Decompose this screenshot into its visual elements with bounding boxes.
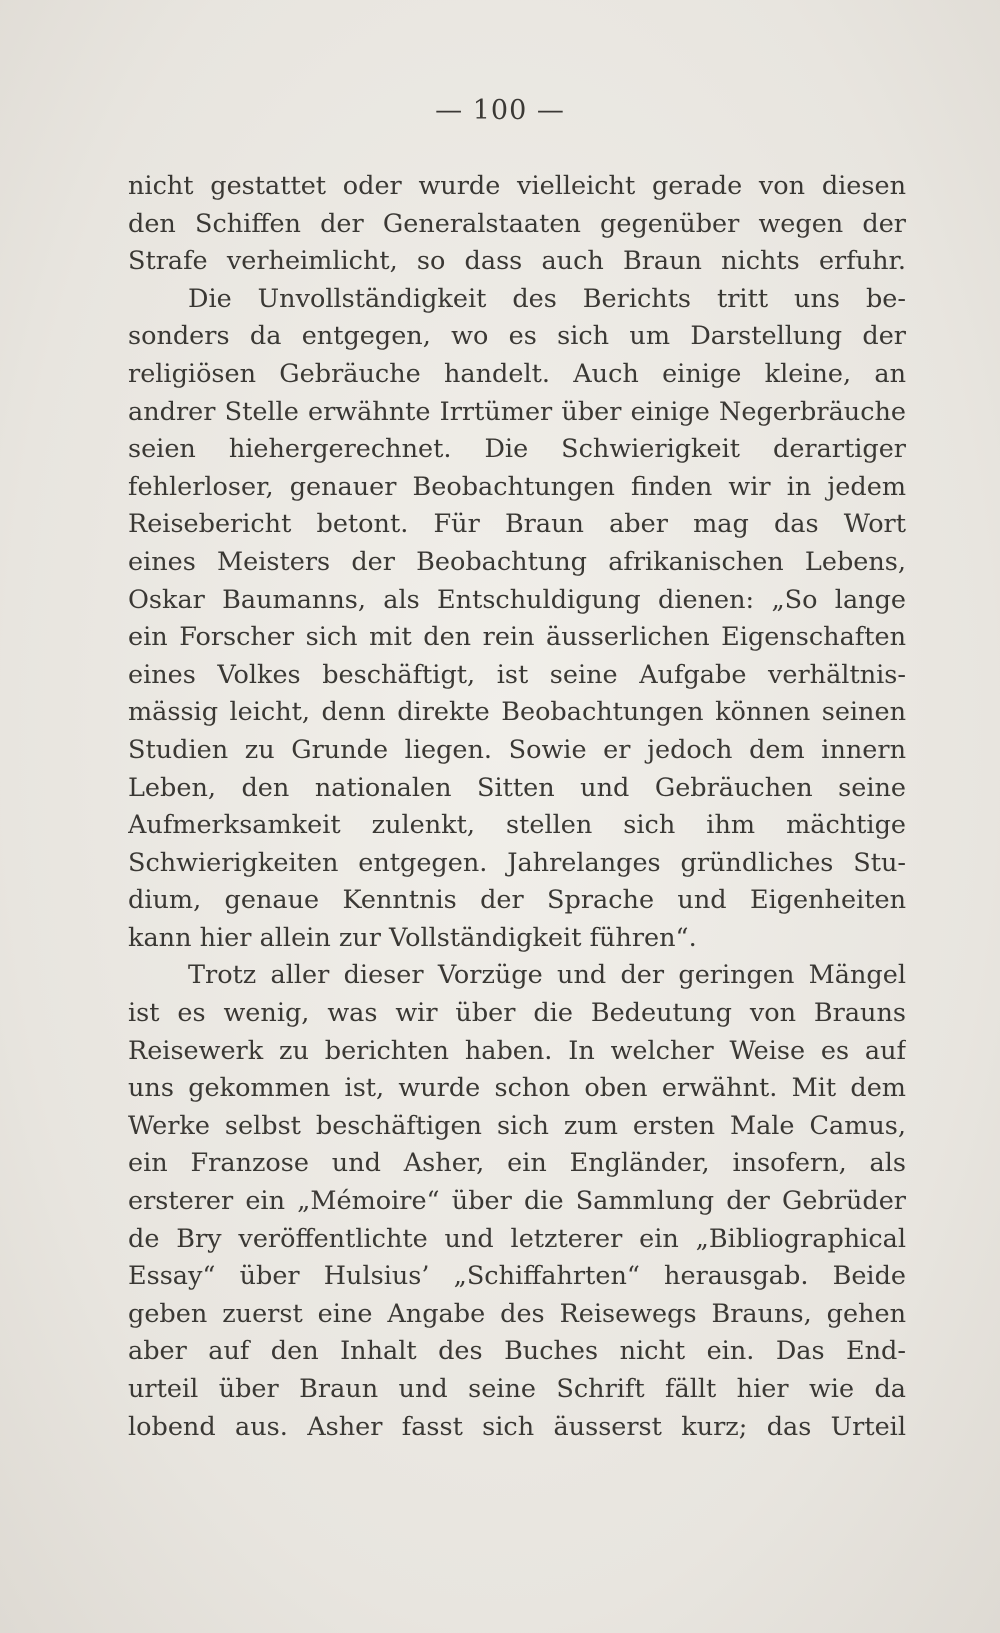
text-line: urteil über Braun und seine Schrift fällt hier wie da [128, 1374, 906, 1404]
text-line: aber auf den Inhalt des Buches nicht ein. Das End- [128, 1336, 906, 1367]
text-line: Die Unvollständigkeit des Berichts tritt uns be- [188, 283, 906, 314]
text-line: Reisewerk zu berichten haben. In welcher Weise es auf [128, 1035, 906, 1066]
text-line: Trotz aller dieser Vorzüge und der geringen Mängel [188, 960, 906, 991]
text-line: nicht gestattet oder wurde vielleicht gerade von diesen [128, 171, 906, 201]
text-line: mässig leicht, denn direkte Beobachtungen können seinen [128, 697, 906, 728]
text-line: Strafe verheimlicht, so dass auch Braun nichts erfuhr. [128, 246, 906, 277]
text-line: Werke selbst beschäftigen sich zum ersten Male Camus, [128, 1110, 906, 1141]
text-line: ein Forscher sich mit den rein äusserlichen Eigenschaften [128, 622, 906, 653]
text-line: Essay“ über Hulsius’ „Schiffahrten“ herausgab. Beide [128, 1261, 906, 1292]
text-line: eines Meisters der Beobachtung afrikanischen Lebens, [128, 546, 906, 577]
text-line: ein Franzose und Asher, ein Engländer, insofern, als [128, 1148, 906, 1179]
page-number: — 100 — [435, 95, 565, 126]
text-line: geben zuerst eine Angabe des Reisewegs Brauns, gehen [128, 1298, 906, 1329]
body-text [128, 168, 906, 1446]
text-line: ist es wenig, was wir über die Bedeutung von Brauns [128, 998, 906, 1029]
text-line: Studien zu Grunde liegen. Sowie er jedoch dem innern [128, 734, 906, 765]
text-line: Leben, den nationalen Sitten und Gebräuchen seine [128, 772, 906, 803]
text-line: Aufmerksamkeit zulenkt, stellen sich ihm mächtige [128, 810, 906, 841]
text-line: sonders da entgegen, wo es sich um Darstellung der [128, 321, 906, 352]
text-line: Schwierigkeiten entgegen. Jahrelanges gründliches Stu- [128, 847, 906, 878]
text-line: dium, genaue Kenntnis der Sprache und Eigenheiten [128, 885, 906, 916]
text-line: lobend aus. Asher fasst sich äusserst kurz; das Urteil [128, 1411, 906, 1442]
text-line: religiösen Gebräuche handelt. Auch einige kleine, an [128, 358, 906, 389]
text-line: de Bry veröffentlichte und letzterer ein „Bibliographical [128, 1223, 906, 1254]
text-line: kann hier allein zur Vollständigkeit führen“. [128, 922, 697, 953]
text-line: Reisebericht betont. Für Braun aber mag das Wort [128, 509, 906, 540]
text-line: ersterer ein „Mémoire“ über die Sammlung der Gebrüder [128, 1186, 906, 1217]
text-line: den Schiffen der Generalstaaten gegenüber wegen der [128, 208, 906, 239]
text-line: Oskar Baumanns, als Entschuldigung dienen: „So lange [128, 584, 906, 615]
text-line: eines Volkes beschäftigt, ist seine Aufgabe verhältnis- [128, 659, 906, 690]
text-line: seien hiehergerechnet. Die Schwierigkeit derartiger [128, 434, 906, 465]
text-line: andrer Stelle erwähnte Irrtümer über einige Negerbräuche [128, 396, 906, 427]
text-line: uns gekommen ist, wurde schon oben erwähnt. Mit dem [128, 1073, 906, 1104]
text-line: fehlerloser, genauer Beobachtungen finden wir in jedem [128, 471, 906, 502]
